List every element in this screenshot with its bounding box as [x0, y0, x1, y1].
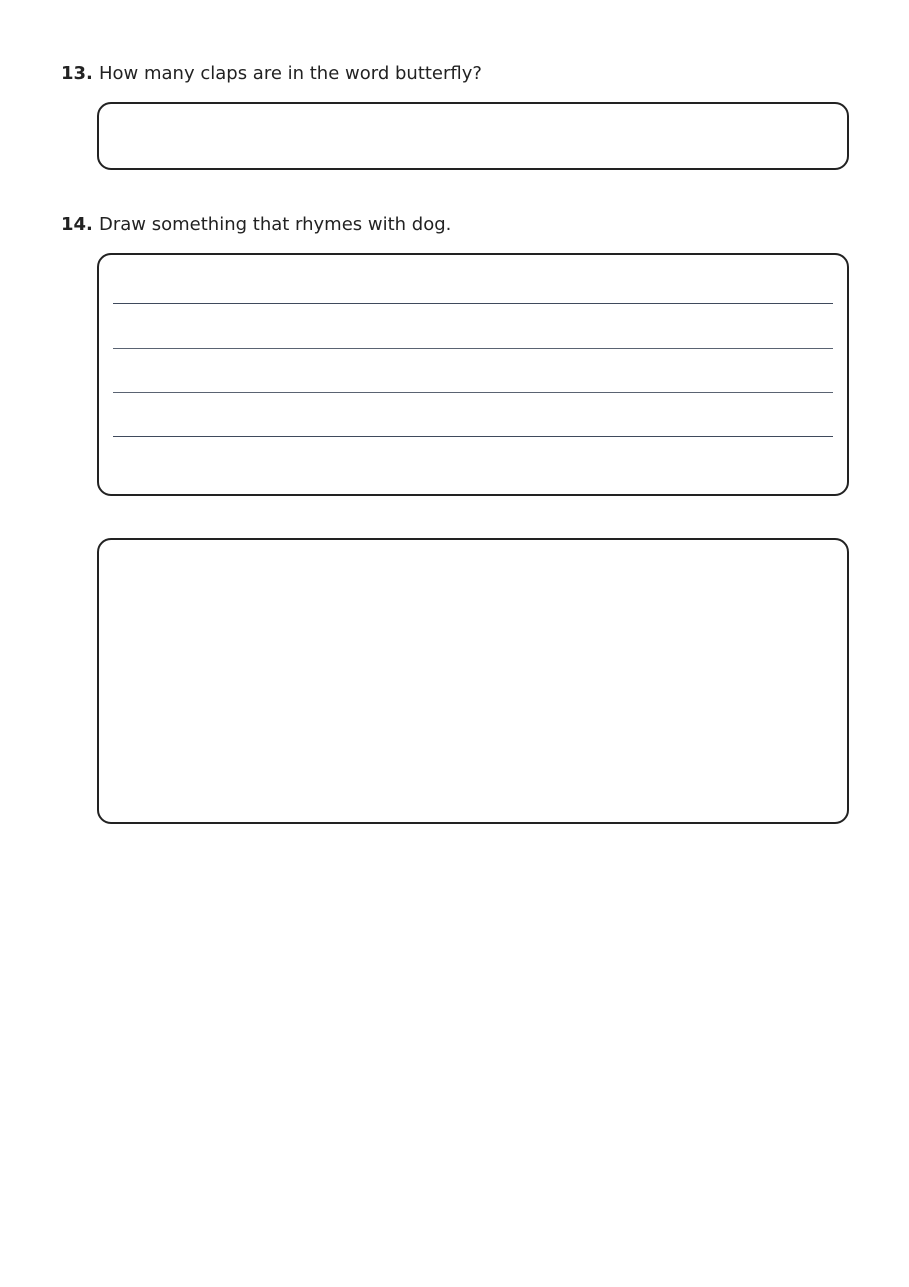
writing-line — [113, 436, 833, 437]
drawing-box-14[interactable] — [97, 538, 849, 824]
question-number: 13. — [61, 63, 93, 84]
question-13 — [61, 62, 482, 86]
writing-line — [113, 303, 833, 304]
question-number: 14. — [61, 214, 93, 235]
handwriting-lines-box-14[interactable] — [97, 253, 849, 496]
writing-line — [113, 348, 833, 349]
writing-line — [113, 392, 833, 393]
question-14 — [61, 213, 451, 237]
question-text: Draw something that rhymes with dog. — [99, 214, 452, 235]
question-text: How many claps are in the word butterfly? — [99, 63, 482, 84]
answer-box-13[interactable] — [97, 102, 849, 170]
